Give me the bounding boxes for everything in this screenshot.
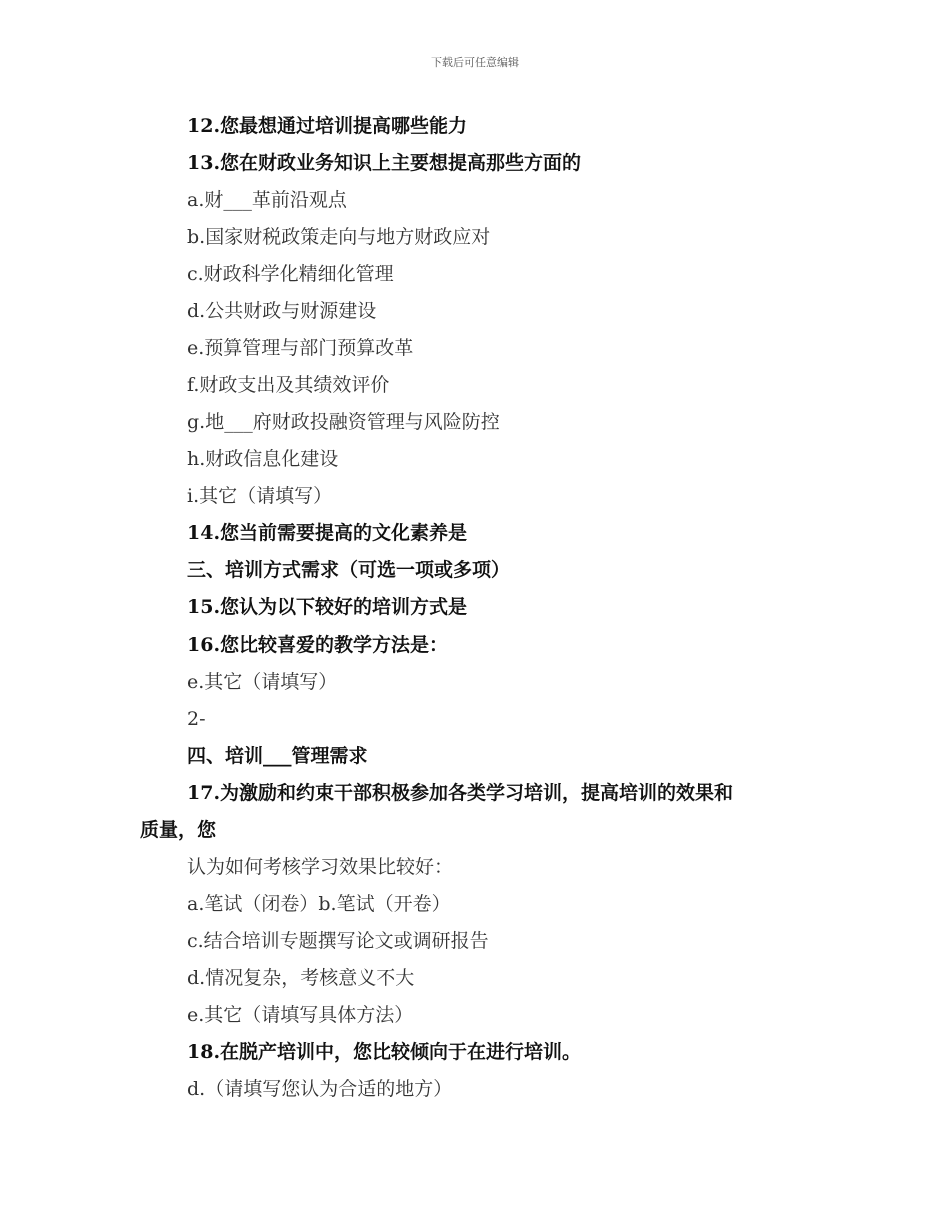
question-17-continued: 质量，您 (140, 819, 217, 841)
question-17: 17.为激励和约束干部积极参加各类学习培训，提高培训的效果和 (187, 782, 734, 804)
option-17e: e.其它（请填写具体方法） (187, 1004, 414, 1026)
option-13g: g.地___府财政投融资管理与风险防控 (187, 411, 500, 433)
question-17-text: 认为如何考核学习效果比较好： (187, 856, 454, 878)
page-number: 2- (187, 708, 206, 730)
section-3-heading: 三、培训方式需求（可选一项或多项） (187, 559, 511, 581)
question-13: 13.您在财政业务知识上主要想提高那些方面的 (187, 152, 582, 174)
option-13i: i.其它（请填写） (187, 485, 333, 507)
question-18: 18.在脱产培训中，您比较倾向于在进行培训。 (187, 1041, 582, 1063)
option-13d: d.公共财政与财源建设 (187, 300, 377, 322)
option-17ab: a.笔试（闭卷）b.笔试（开卷） (187, 893, 451, 915)
option-16e: e.其它（请填写） (187, 671, 338, 693)
option-18d: d.（请填写您认为合适的地方） (187, 1078, 453, 1100)
question-15: 15.您认为以下较好的培训方式是 (187, 596, 468, 618)
option-13e: e.预算管理与部门预算改革 (187, 337, 414, 359)
option-17d: d.情况复杂，考核意义不大 (187, 967, 415, 989)
question-16: 16.您比较喜爱的教学方法是： (187, 634, 449, 656)
option-13b: b.国家财税政策走向与地方财政应对 (187, 226, 491, 248)
question-14: 14.您当前需要提高的文化素养是 (187, 522, 468, 544)
option-13f: f.财政支出及其绩效评价 (187, 374, 390, 396)
question-12: 12.您最想通过培训提高哪些能力 (187, 115, 468, 137)
option-17c: c.结合培训专题撰写论文或调研报告 (187, 930, 489, 952)
section-4-heading: 四、培训___管理需求 (187, 745, 368, 767)
option-13h: h.财政信息化建设 (187, 448, 339, 470)
option-13c: c.财政科学化精细化管理 (187, 263, 394, 285)
option-13a: a.财___革前沿观点 (187, 189, 347, 211)
page-header: 下载后可任意编辑 (431, 56, 519, 69)
